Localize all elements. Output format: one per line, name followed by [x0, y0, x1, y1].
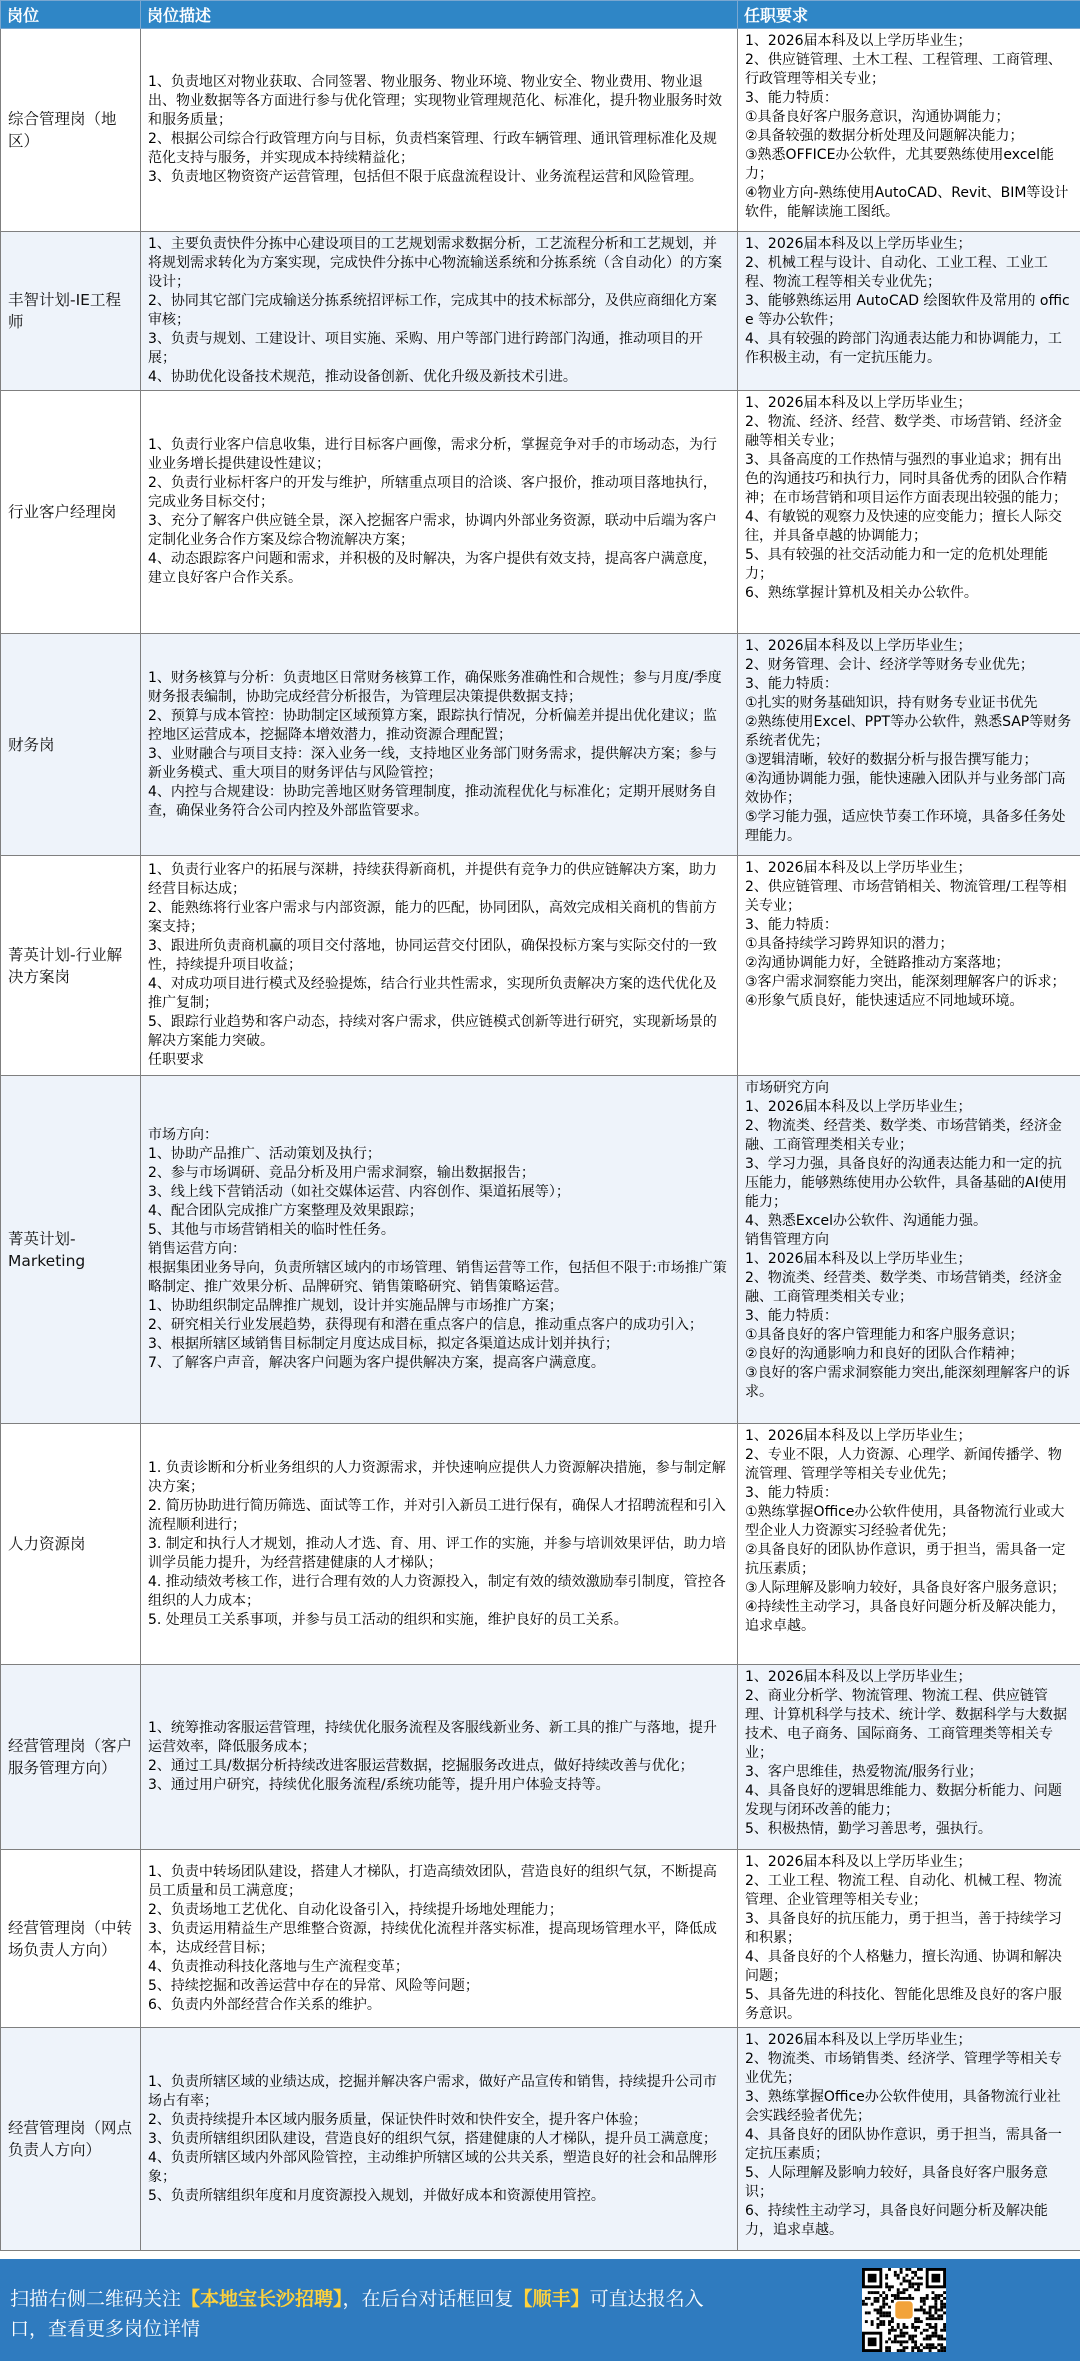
description-line: 4、动态跟踪客户问题和需求，并积极的及时解决，为客户提供有效支持，提高客户满意度，建立良好客户合作关系。 — [148, 551, 717, 586]
requirement-line: 1、2026届本科及以上学历毕业生； — [745, 1251, 972, 1267]
requirement-line: ⑤学习能力强，适应快节奏工作环境，具备多任务处理能力。 — [745, 809, 1066, 844]
requirement-line: 3、具备良好的抗压能力，勇于担当，善于持续学习和积累； — [745, 1911, 1062, 1946]
requirement-line: ③人际理解及影响力较好，具备良好客户服务意识； — [745, 1580, 1066, 1596]
position-cell: 丰智计划-IE工程师 — [1, 232, 141, 391]
requirement-line: 2、物流类、经营类、数学类、市场营销类，经济金融、工商管理类相关专业； — [745, 1270, 1062, 1305]
requirements-cell — [738, 232, 1080, 391]
description-cell — [141, 1665, 738, 1850]
description-line: 2、参与市场调研、竞品分析及用户需求洞察，输出数据报告； — [148, 1165, 535, 1181]
requirement-line: 3、学习力强，具备良好的沟通表达能力和一定的抗压能力，能够熟练使用办公软件，具备基础的AI使用能力； — [745, 1156, 1067, 1210]
table-row — [1, 391, 1080, 634]
description-line: 1、协助产品推广、活动策划及执行； — [148, 1146, 381, 1162]
requirement-line: 4、具有较强的跨部门沟通表达能力和协调能力，工作积极主动，有一定抗压能力。 — [745, 331, 1062, 366]
description-line: 4、协助优化设备技术规范，推动设备创新、优化升级及新技术引进。 — [148, 369, 577, 385]
description-line: 3、线上线下营销活动（如社交媒体运营、内容创作、渠道拓展等）； — [148, 1184, 570, 1200]
requirement-line: ④沟通协调能力强，能快速融入团队并与业务部门高效协作； — [745, 771, 1066, 806]
requirement-line: 2、供应链管理、土木工程、工程管理、工商管理、行政管理等相关专业； — [745, 52, 1062, 87]
footer-account: 【本地宝长沙招聘】 — [181, 2288, 343, 2310]
requirement-line: 3、能力特质： — [745, 1308, 838, 1324]
description-line: 4、配合团队完成推广方案整理及效果跟踪； — [148, 1203, 423, 1219]
description-cell — [141, 1424, 738, 1665]
description-line: 1、负责行业客户的拓展与深耕，持续获得新商机，并提供有竞争力的供应链解决方案，助力经营目标达成； — [148, 862, 717, 897]
description-line: 1、负责中转场团队建设，搭建人才梯队，打造高绩效团队，营造良好的组织气氛，不断提高员工质量和员工满意度； — [148, 1863, 717, 1899]
qr-code-icon[interactable] — [862, 2268, 946, 2352]
description-line: 1、协助组织制定品牌推广规划，设计并实施品牌与市场推广方案； — [148, 1298, 563, 1314]
requirement-line: 1、2026届本科及以上学历毕业生； — [745, 860, 972, 876]
header-position: 岗位 — [1, 1, 141, 29]
description-line: 2、研究相关行业发展趋势，获得现有和潜在重点客户的信息，推动重点客户的成功引入； — [148, 1317, 703, 1333]
table-row — [1, 1424, 1080, 1665]
position-cell: 人力资源岗 — [1, 1424, 141, 1665]
position-cell: 菁英计划-Marketing — [1, 1076, 141, 1424]
position-cell: 行业客户经理岗 — [1, 391, 141, 634]
requirement-line: 5、人际理解及影响力较好，具备良好客户服务意识； — [745, 2165, 1048, 2200]
description-line: 5、负责所辖组织年度和月度资源投入规划，并做好成本和资源使用管控。 — [148, 2187, 605, 2204]
description-cell — [141, 232, 738, 391]
description-cell — [141, 391, 738, 634]
requirement-line: 2、专业不限，人力资源、心理学、新闻传播学、物流管理、管理学等相关专业优先； — [745, 1447, 1062, 1482]
description-line: 1、负责地区对物业获取、合同签署、物业服务、物业环境、物业安全、物业费用、物业退出、物业数据等各方面进行参与优化管理；实现物业管理规范化、标准化，提升物业服务时效和服务质量； — [148, 74, 722, 128]
description-line: 5. 处理员工关系事项，并参与员工活动的组织和实施，维护良好的员工关系。 — [148, 1611, 628, 1628]
description-line: 1、主要负责快件分拣中心建设项目的工艺规划需求数据分析，工艺流程分析和工艺规划，并将规划需求转化为方案实现，完成快件分拣中心物流输送系统和分拣系统（含自动化）的方案设计； — [148, 236, 722, 290]
requirement-line: ①熟练掌握Office办公软件使用，具备物流行业或大型企业人力资源实习经验者优先； — [745, 1504, 1065, 1539]
description-line: 2、负责行业标杆客户的开发与维护，所辖重点项目的洽谈、客户报价，推动项目落地执行，完成业务目标交付； — [148, 475, 717, 510]
description-line: 1、统筹推动客服运营管理，持续优化服务流程及客服线新业务、新工具的推广与落地，提升运营效率，降低服务成本； — [148, 1720, 717, 1755]
footer-text — [10, 2284, 730, 2344]
requirements-cell — [738, 634, 1080, 856]
position-cell: 经营管理岗（网点负责人方向） — [1, 2028, 141, 2251]
description-cell — [141, 2028, 738, 2251]
requirement-line: ②沟通协调能力好，全链路推动方案落地； — [745, 955, 1010, 971]
table-row — [1, 1850, 1080, 2028]
description-line: 1、财务核算与分析：负责地区日常财务核算工作，确保账务准确性和合规性；参与月度/季度财务报表编制，协助完成经营分析报告，为管理层决策提供数据支持； — [148, 669, 722, 705]
requirement-line: 1、2026届本科及以上学历毕业生； — [745, 1669, 972, 1685]
description-line: 3、充分了解客户供应链全景，深入挖掘客户需求，协调内外部业务资源，联动中后端为客户定制化业务合作方案及综合物流解决方案； — [148, 513, 717, 548]
requirement-line: ③客户需求洞察能力突出，能深刻理解客户的诉求； — [745, 974, 1066, 990]
requirement-line: 2、供应链管理、市场营销相关、物流管理/工程等相关专业； — [745, 879, 1067, 914]
table-header-row — [1, 1, 1080, 29]
description-line: 1、负责行业客户信息收集，进行目标客户画像，需求分析，掌握竞争对手的市场动态，为行业业务增长提供建设性建议； — [148, 437, 717, 472]
requirement-line: 4、具备良好的团队协作意识，勇于担当，需具备一定抗压素质； — [745, 2127, 1062, 2162]
requirement-line: ④持续性主动学习，具备良好问题分析及解决能力，追求卓越。 — [745, 1599, 1066, 1634]
requirement-line: 5、具备先进的科技化、智能化思维及良好的客户服务意识。 — [745, 1987, 1062, 2022]
footer-text-before: 扫描右侧二维码关注 — [10, 2288, 182, 2310]
description-line: 5、其他与市场营销相关的临时性任务。 — [148, 1222, 395, 1238]
description-line: 5、跟踪行业趋势和客户动态，持续对客户需求，供应链模式创新等进行研究，实现新场景的解决方案能力突破。 — [148, 1014, 717, 1049]
description-line: 3、通过用户研究，持续优化服务流程/系统功能等，提升用户体验支持等。 — [148, 1777, 610, 1793]
requirement-line: ③良好的客户需求洞察能力突出,能深刻理解客户的诉求。 — [745, 1365, 1070, 1400]
requirements-cell — [738, 1850, 1080, 2028]
footer-keyword: 【顺丰】 — [513, 2288, 590, 2310]
requirement-line: 销售管理方向 — [745, 1232, 829, 1248]
requirement-line: ①扎实的财务基础知识，持有财务专业证书优先 — [745, 695, 1038, 711]
requirements-cell — [738, 1665, 1080, 1850]
description-line: 3、负责运用精益生产思维整合资源，持续优化流程并落实标准，提高现场管理水平，降低成本，达成经营目标； — [148, 1920, 717, 1956]
requirement-line: ③逻辑清晰，较好的数据分析与报告撰写能力； — [745, 752, 1038, 768]
table-row — [1, 29, 1080, 232]
header-description: 岗位描述 — [141, 1, 738, 29]
requirement-line: ②具备良好的团队协作意识，勇于担当，需具备一定抗压素质； — [745, 1542, 1066, 1577]
description-line: 任职要求 — [148, 1052, 204, 1068]
requirement-line: 2、商业分析学、物流管理、物流工程、供应链管理、计算机科学与技术、统计学、数据科学与大数据技术、电子商务、国际商务、工商管理类等相关专业； — [745, 1688, 1067, 1761]
requirements-cell — [738, 391, 1080, 634]
requirement-line: ②熟练使用Excel、PPT等办公软件，熟悉SAP等财务系统者优先； — [745, 714, 1072, 749]
description-line: 2、协同其它部门完成输送分拣系统招评标工作，完成其中的技术标部分，及供应商细化方案审核； — [148, 293, 717, 328]
requirements-cell — [738, 856, 1080, 1076]
requirement-line: 2、工业工程、物流工程、自动化、机械工程、物流管理、企业管理等相关专业； — [745, 1873, 1062, 1908]
table-row — [1, 1665, 1080, 1850]
description-cell — [141, 1850, 738, 2028]
header-requirements: 任职要求 — [738, 1, 1080, 29]
requirement-line: ①具备良好的客户管理能力和客户服务意识； — [745, 1327, 1024, 1343]
requirement-line: ①具备持续学习跨界知识的潜力； — [745, 936, 954, 952]
requirements-cell — [738, 1424, 1080, 1665]
requirement-line: ④物业方向-熟练使用AutoCAD、Revit、BIM等设计软件，能解读施工图纸。 — [745, 185, 1069, 220]
requirement-line: 2、物流类、市场销售类、经济学、管理学等相关专业优先； — [745, 2051, 1062, 2086]
requirement-line: 3、能力特质： — [745, 1485, 838, 1501]
requirement-line: ①具备良好客户服务意识，沟通协调能力； — [745, 109, 1010, 125]
footer-text-middle: ，在后台对话框回复 — [342, 2288, 514, 2310]
description-cell — [141, 29, 738, 232]
description-line: 4、对成功项目进行模式及经验提炼，结合行业共性需求，实现所负责解决方案的迭代优化及推广复制； — [148, 976, 717, 1011]
description-line: 5、持续挖掘和改善运营中存在的异常、风险等问题； — [148, 1977, 479, 1994]
requirement-line: 3、能力特质： — [745, 90, 838, 106]
description-cell — [141, 634, 738, 856]
requirement-line: 4、有敏锐的观察力及快速的应变能力；擅长人际交往，并具备卓越的协调能力； — [745, 509, 1062, 544]
footer-text-after: 可直达报名入口，查看更多岗位详情 — [10, 2288, 704, 2340]
requirement-line: 6、熟练掌握计算机及相关办公软件。 — [745, 585, 978, 601]
requirement-line: 2、机械工程与设计、自动化、工业工程、工业工程、物流工程等相关专业优先； — [745, 255, 1048, 290]
description-line: 2、根据公司综合行政管理方向与目标，负责档案管理、行政车辆管理、通讯管理标准化及规范化支持与服务，并实现成本持续精益化； — [148, 131, 717, 166]
requirement-line: 2、物流类、经营类、数学类、市场营销类，经济金融、工商管理类相关专业； — [745, 1118, 1062, 1153]
requirement-line: 1、2026届本科及以上学历毕业生； — [745, 33, 972, 49]
table-row — [1, 232, 1080, 391]
description-line: 1. 负责诊断和分析业务组织的人力资源需求，并快速响应提供人力资源解决措施，参与制定解决方案； — [148, 1459, 726, 1495]
position-cell: 财务岗 — [1, 634, 141, 856]
description-line: 3. 制定和执行人才规划，推动人才选、育、用、评工作的实施，并参与培训效果评估，助力培训学员能力提升，为经营搭建健康的人才梯队； — [148, 1535, 726, 1571]
requirements-cell — [738, 1076, 1080, 1424]
requirement-line: 5、具有较强的社交活动能力和一定的危机处理能力； — [745, 547, 1048, 582]
requirement-line: 3、熟练掌握Office办公软件使用，具备物流行业社会实践经验者优先； — [745, 2089, 1061, 2124]
table-row — [1, 856, 1080, 1076]
requirement-line: ②具备较强的数据分析处理及问题解决能力； — [745, 128, 1024, 144]
requirement-line: 1、2026届本科及以上学历毕业生； — [745, 1428, 972, 1444]
description-line: 7、了解客户声音，解决客户问题为客户提供解决方案，提高客户满意度。 — [148, 1355, 605, 1371]
requirement-line: 3、客户思维佳，热爱物流/服务行业； — [745, 1764, 983, 1780]
requirement-line: 1、2026届本科及以上学历毕业生； — [745, 1854, 972, 1870]
requirements-cell — [738, 2028, 1080, 2251]
requirement-line: 1、2026届本科及以上学历毕业生； — [745, 638, 972, 654]
requirement-line: 2、物流、经济、经营、数学类、市场营销、经济金融等相关专业； — [745, 414, 1062, 449]
requirement-line: 市场研究方向 — [745, 1080, 829, 1096]
requirement-line: 4、具备良好的逻辑思维能力、数据分析能力、问题发现与闭环改善的能力； — [745, 1783, 1062, 1818]
requirement-line: 3、具备高度的工作热情与强烈的事业追求；拥有出色的沟通技巧和执行力，同时具备优秀的团队合作精神；在市场营销和项目运作方面表现出较强的能力； — [745, 452, 1067, 506]
requirement-line: 6、持续性主动学习，具备良好问题分析及解决能力，追求卓越。 — [745, 2203, 1048, 2238]
requirement-line: ③熟悉OFFICE办公软件，尤其要熟练使用excel能力； — [745, 147, 1055, 182]
table-row — [1, 2028, 1080, 2251]
requirement-line: 3、能力特质： — [745, 676, 838, 692]
requirement-line: 1、2026届本科及以上学历毕业生； — [745, 2032, 972, 2048]
description-line: 3、负责与规划、工建设计、项目实施、采购、用户等部门进行跨部门沟通，推动项目的开展； — [148, 331, 703, 366]
position-cell: 综合管理岗（地区） — [1, 29, 141, 232]
description-line: 4、负责所辖区域内外部风险管控，主动维护所辖区域的公共关系，塑造良好的社会和品牌形象； — [148, 2149, 717, 2185]
footer-banner — [0, 2259, 1080, 2361]
description-cell — [141, 1076, 738, 1424]
description-line: 2、能熟练将行业客户需求与内部资源，能力的匹配，协同团队，高效完成相关商机的售前方案支持； — [148, 900, 717, 935]
requirement-line: ④形象气质良好，能快速适应不同地域环境。 — [745, 993, 1024, 1009]
description-line: 3、跟进所负责商机赢的项目交付落地，协同运营交付团队，确保投标方案与实际交付的一致性，持续提升项目收益； — [148, 938, 717, 973]
position-cell: 经营管理岗（中转场负责人方向） — [1, 1850, 141, 2028]
description-line: 1、负责所辖区域的业绩达成，挖掘并解决客户需求，做好产品宣传和销售，持续提升公司市场占有率； — [148, 2073, 717, 2109]
table-row — [1, 634, 1080, 856]
description-line: 4、负责推动科技化落地与生产流程变革； — [148, 1958, 409, 1975]
description-line: 根据集团业务导向，负责所辖区域内的市场管理、销售运营等工作，包括但不限于:市场推广策略制定、推广效果分析、品牌研究、销售策略研究、销售策略运营。 — [148, 1260, 727, 1295]
position-cell: 经营管理岗（客户服务管理方向） — [1, 1665, 141, 1850]
description-line: 4、内控与合规建设：协助完善地区财务管理制度，推动流程优化与标准化；定期开展财务自查，确保业务符合公司内控及外部监管要求。 — [148, 783, 717, 819]
requirement-line: 1、2026届本科及以上学历毕业生； — [745, 395, 972, 411]
description-line: 2. 简历协助进行简历筛选、面试等工作，并对引入新员工进行保有，确保人才招聘流程和引入流程顺利进行； — [148, 1497, 726, 1533]
description-line: 4. 推动绩效考核工作，进行合理有效的人力资源投入，制定有效的绩效激励奉引制度，管控各组织的人力成本； — [148, 1573, 726, 1609]
description-line: 3、根据所辖区域销售目标制定月度达成目标，拟定各渠道达成计划并执行； — [148, 1336, 619, 1352]
description-cell — [141, 856, 738, 1076]
description-line: 2、负责场地工艺优化、自动化设备引入，持续提升场地处理能力； — [148, 1901, 563, 1918]
description-line: 2、预算与成本管控：协助制定区域预算方案，跟踪执行情况，分析偏差并提出优化建议；监控地区运营成本，挖掘降本增效潜力，推动资源合理配置； — [148, 707, 717, 743]
requirement-line: 1、2026届本科及以上学历毕业生； — [745, 236, 972, 252]
description-line: 6、负责内外部经营合作关系的维护。 — [148, 1996, 381, 2013]
requirement-line: ②良好的沟通影响力和良好的团队合作精神； — [745, 1346, 1024, 1362]
description-line: 2、负责持续提升本区域内服务质量，保证快件时效和快件安全，提升客户体验； — [148, 2111, 647, 2128]
requirement-line: 3、能够熟练运用 AutoCAD 绘图软件及常用的 office 等办公软件； — [745, 293, 1070, 328]
description-line: 销售运营方向： — [148, 1241, 246, 1257]
requirement-line: 5、积极热情，勤学习善思考，强执行。 — [745, 1821, 992, 1837]
description-line: 3、负责所辖组织团队建设，营造良好的组织气氛，搭建健康的人才梯队，提升员工满意度； — [148, 2130, 717, 2147]
description-line: 3、业财融合与项目支持：深入业务一线，支持地区业务部门财务需求，提供解决方案；参与新业务模式、重大项目的财务评估与风险管控； — [148, 745, 717, 781]
description-line: 2、通过工具/数据分析持续改进客服运营数据，挖掘服务改进点，做好持续改善与优化； — [148, 1758, 694, 1774]
requirements-cell — [738, 29, 1080, 232]
requirement-line: 4、熟悉Excel办公软件、沟通能力强。 — [745, 1213, 987, 1229]
description-line: 3、负责地区物资资产运营管理，包括但不限于底盘流程设计、业务流程运营和风险管理。 — [148, 169, 703, 185]
requirement-line: 4、具备良好的个人格魅力，擅长沟通、协调和解决问题； — [745, 1949, 1062, 1984]
position-cell: 菁英计划-行业解决方案岗 — [1, 856, 141, 1076]
description-line: 市场方向： — [148, 1127, 218, 1143]
table-row — [1, 1076, 1080, 1424]
requirement-line: 1、2026届本科及以上学历毕业生； — [745, 1099, 972, 1115]
requirement-line: 2、财务管理、会计、经济学等财务专业优先； — [745, 657, 1034, 673]
requirement-line: 3、能力特质： — [745, 917, 838, 933]
